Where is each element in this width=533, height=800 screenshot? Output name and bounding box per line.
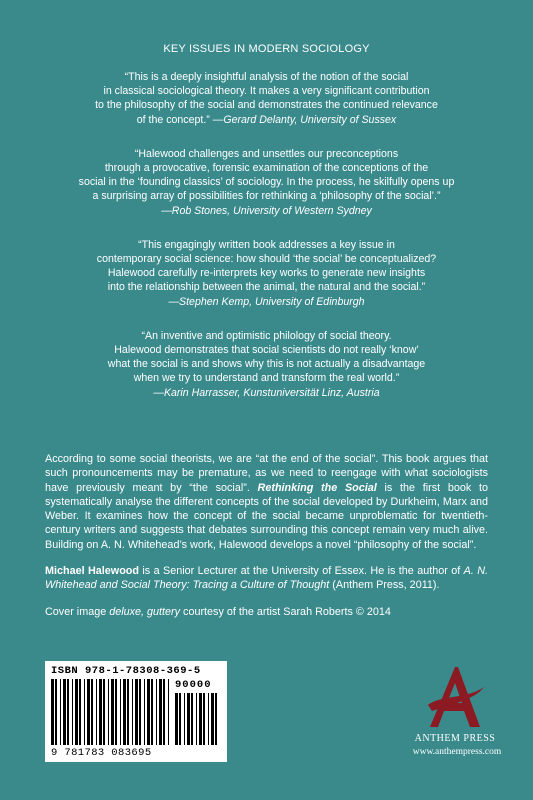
quote-line: to the philosophy of the social and demonstrates the continued relevance <box>95 99 438 112</box>
book-title: Rethinking the Social <box>257 481 377 494</box>
author-name: Michael Halewood <box>45 565 139 578</box>
publisher-logo <box>400 665 510 775</box>
quote-line: a surprising array of possibilities for rethinking a ‘philosophy of the social’.” <box>92 190 441 203</box>
quote-attribution: —Rob Stones, University of Western Sydney <box>161 204 372 217</box>
endorsement-kemp <box>60 238 473 309</box>
quote-line: “Halewood challenges and unsettles our preconceptions <box>134 147 399 160</box>
ean-barcode-bars <box>51 679 171 747</box>
cover-credit-text: Cover image <box>45 605 110 618</box>
quote-line: social in the ‘founding classics’ of sociology. In the process, he skilfully opens up <box>78 176 455 189</box>
book-description <box>45 452 488 631</box>
endorsement-delanty <box>60 70 473 127</box>
description-text: According to some social theorists, we are “at the end of the social”. This book argues that such pronouncements may be premature, as we need to reengage with what sociologists have previously meant by “the social”. <box>45 453 488 494</box>
quote-attribution: —Karin Harrasser, Kunstuniversität Linz, Austria <box>153 386 380 399</box>
quote-line: “This is a deeply insightful analysis of the notion of the social <box>124 71 409 83</box>
endorsements <box>60 70 473 420</box>
quote-line: contemporary social science: how should ‘the social’ be conceptualized? <box>96 253 437 266</box>
quote-line: Halewood demonstrates that social scientists do not really ‘know’ <box>114 344 419 357</box>
quote-attribution: —Gerard Delanty, University of Sussex <box>212 113 397 126</box>
description-paragraph <box>45 452 488 552</box>
endorsement-harrasser <box>60 329 473 400</box>
isbn-barcode <box>45 661 227 762</box>
quote-line: “An inventive and optimistic philology of social theory. <box>141 329 392 342</box>
description-text: is the first book to systematically analyse the different concepts of the social developed by Durkheim, Marx and Weber. It examines how the concept of the social became unproblematic for twentieth-century writers and suggests that debates surrounding this concept remain very much alive. Building on A. N. Whitehead’s work, Halewood develops a novel “philosophy of the social”. <box>45 481 488 551</box>
publisher-name: ANTHEM PRESS <box>414 733 496 744</box>
isbn-number: ISBN 978-1-78308-369-5 <box>51 665 201 677</box>
quote-line: what the social is and shows why this is not actually a disadvantage <box>107 358 426 371</box>
quote-line: of the concept.” <box>136 113 213 126</box>
cover-credit <box>45 605 488 619</box>
quote-line: “This engagingly written book addresses a key issue in <box>138 238 395 251</box>
quote-attribution: —Stephen Kemp, University of Edinburgh <box>168 295 365 308</box>
anthem-a-icon <box>420 665 490 731</box>
cover-artwork-title: deluxe, guttery <box>109 605 181 618</box>
price-code: 90000 <box>175 679 212 691</box>
quote-line: through a provocative, forensic examination of the conceptions of the <box>104 162 429 175</box>
addon-barcode-bars <box>175 693 221 745</box>
quote-line: Halewood carefully re-interprets key works to generate new insights <box>107 267 426 280</box>
author-previous-book: A. N. Whitehead and Social Theory: Tracing a Culture of Thought <box>45 565 489 592</box>
quote-line: in classical sociological theory. It makes a very significant contribution <box>103 85 430 98</box>
series-title: KEY ISSUES IN MODERN SOCIOLOGY <box>163 43 370 55</box>
author-bio-text: is a Senior Lecturer at the University of Essex. He is the author of <box>139 565 464 578</box>
ean-digits: 9 781783 083695 <box>51 747 152 759</box>
author-bio <box>45 564 488 593</box>
publisher-url[interactable]: www.anthempress.com <box>412 747 502 757</box>
quote-last-line <box>60 113 473 127</box>
quote-line: when we try to understand and transform the real world.” <box>133 372 400 385</box>
quote-line: into the relationship between the animal, the natural and the social.” <box>107 281 426 294</box>
author-bio-text: (Anthem Press, 2011). <box>329 579 440 592</box>
endorsement-stones <box>60 147 473 218</box>
cover-credit-text: courtesy of the artist Sarah Roberts © 2014 <box>180 605 391 618</box>
